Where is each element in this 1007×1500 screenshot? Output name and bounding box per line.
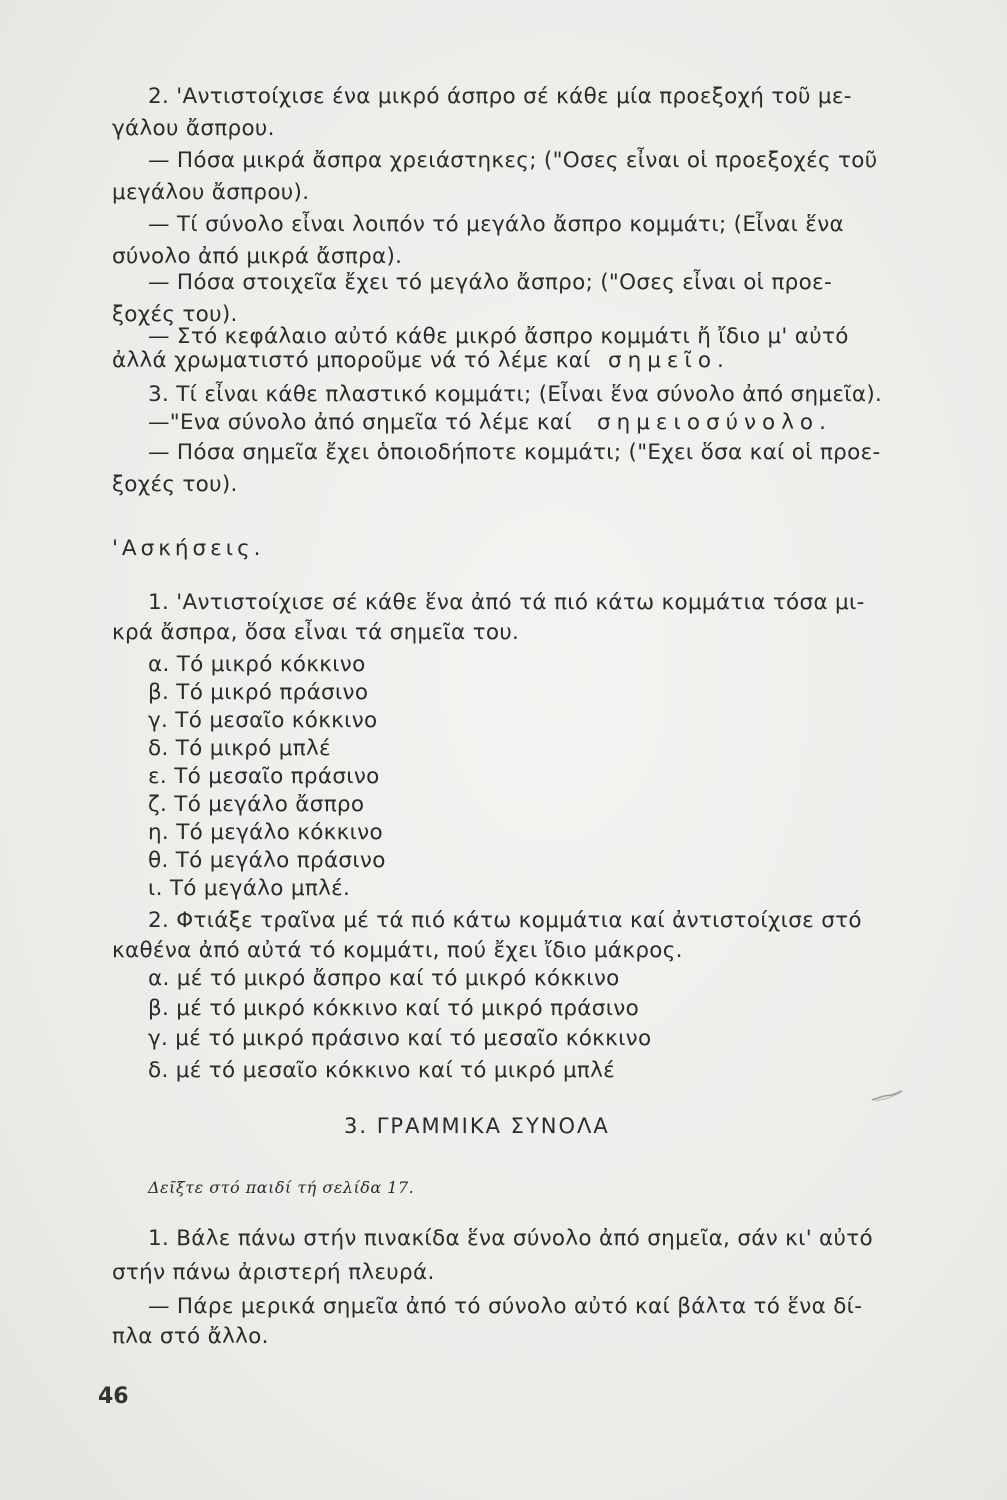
text-line: — Στό κεφάλαιο αὐτό κάθε μικρό ἄσπρο κομμάτι ἤ ἴδιο μ' αὐτό [148, 324, 849, 349]
list-item: α. Τό μικρό κόκκινο [148, 652, 366, 677]
text-line: καθένα ἀπό αὐτά τό κομμάτι, πού ἔχει ἴδιο μάκρος. [112, 938, 683, 963]
page-number: 46 [98, 1384, 129, 1409]
text-line: κρά ἄσπρα, ὅσα εἶναι τά σημεῖα του. [112, 620, 520, 645]
list-item: β. μέ τό μικρό κόκκινο καί τό μικρό πράσινο [148, 996, 640, 1021]
text-line: 3. Τί εἶναι κάθε πλαστικό κομμάτι; (Εἶναι ἕνα σύνολο ἀπό σημεῖα). [148, 382, 883, 407]
text-line: σύνολο ἀπό μικρά ἄσπρα). [112, 244, 403, 269]
text-line: μεγάλου ἄσπρου). [112, 180, 310, 205]
list-item: η. Τό μεγάλο κόκκινο [148, 820, 383, 845]
exercises-title: 'Ασκήσεις. [112, 536, 265, 561]
list-item: ζ. Τό μεγάλο ἄσπρο [148, 792, 365, 817]
list-item: β. Τό μικρό πράσινο [148, 680, 369, 705]
teacher-instruction: Δεῖξτε στό παιδί τή σελίδα 17. [148, 1178, 415, 1197]
text-line: —"Ενα σύνολο ἀπό σημεῖα τό λέμε καί [148, 410, 572, 435]
text-line: 1. Βάλε πάνω στήν πινακίδα ἕνα σύνολο ἀπό σημεῖα, σάν κι' αὐτό [148, 1226, 873, 1251]
text-line: — Πόσα μικρά ἄσπρα χρειάστηκες; ("Οσες εἶναι οἱ προεξοχές τοῦ [148, 148, 878, 173]
text-line: ξοχές του). [112, 472, 238, 497]
list-item: ε. Τό μεσαῖο πράσινο [148, 764, 380, 789]
chapter-heading: 3. ΓΡΑΜΜΙΚΑ ΣΥΝΟΛΑ [344, 1114, 610, 1138]
list-item: δ. Τό μικρό μπλέ [148, 736, 331, 761]
list-item: θ. Τό μεγάλο πράσινο [148, 848, 386, 873]
text-line: 2. 'Αντιστοίχισε ένα μικρό άσπρο σέ κάθε μία προεξοχή τοῦ με- [148, 84, 852, 109]
text-line: — Πάρε μερικά σημεῖα ἀπό τό σύνολο αὐτό καί βάλτα τό ἕνα δί- [148, 1294, 863, 1319]
list-item: δ. μέ τό μεσαῖο κόκκινο καί τό μικρό μπλέ [148, 1058, 616, 1083]
text-line: ξοχές του). [112, 302, 238, 327]
list-item: ι. Τό μεγάλο μπλέ. [148, 876, 351, 901]
text-line: στήν πάνω ἀριστερή πλευρά. [112, 1260, 435, 1285]
term-simeio: σημεῖο. [608, 348, 730, 373]
text-line: — Τί σύνολο εἶναι λοιπόν τό μεγάλο ἄσπρο κομμάτι; (Εἶναι ἕνα [148, 212, 845, 237]
text-line: γάλου ἄσπρου. [112, 116, 275, 141]
text-line: — Πόσα στοιχεῖα ἔχει τό μεγάλο ἄσπρο; ("Οσες εἶναι οἱ προε- [148, 270, 833, 295]
text-line: — Πόσα σημεῖα ἔχει ὁποιοδήποτε κομμάτι; ("Εχει ὅσα καί οἱ προε- [148, 440, 881, 465]
list-item: γ. μέ τό μικρό πράσινο καί τό μεσαῖο κόκκινο [148, 1026, 652, 1051]
list-item: α. μέ τό μικρό ἄσπρο καί τό μικρό κόκκινο [148, 966, 620, 991]
text-line: 2. Φτιάξε τραῖνα μέ τά πιό κάτω κομμάτια καί ἀντιστοίχισε στό [148, 908, 862, 933]
ink-smudge-icon [870, 1090, 904, 1102]
text-line: πλα στό ἄλλο. [112, 1324, 269, 1349]
term-simeiosynolo: σημειοσύνολο. [597, 410, 832, 435]
text-line: 1. 'Αντιστοίχισε σέ κάθε ἕνα ἀπό τά πιό κάτω κομμάτια τόσα μι- [148, 590, 865, 615]
list-item: γ. Τό μεσαῖο κόκκινο [148, 708, 378, 733]
text-line: ἀλλά χρωματιστό μποροῦμε νά τό λέμε καί [112, 348, 591, 373]
